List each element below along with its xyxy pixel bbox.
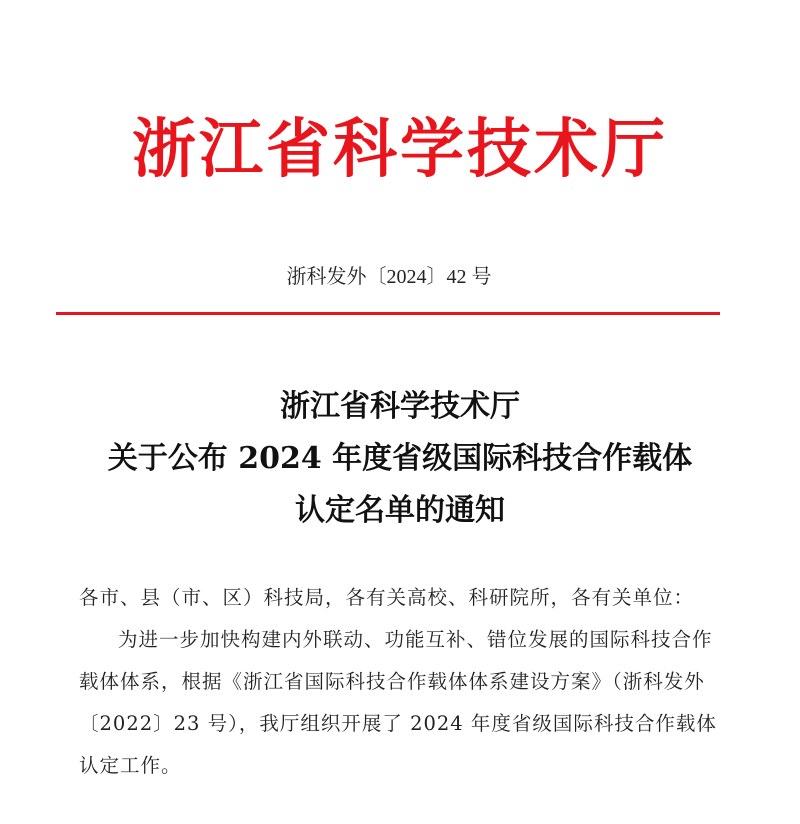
body-paragraph: 为进一步加快构建内外联动、功能互补、错位发展的国际科技合作载体体系，根据《浙江省国际科技合作载体体系建设方案》（浙科发外〔2022〕23 号），我厅组织开展了 2024 年度省级国际科技合作载体认定工作。 — [79, 628, 717, 777]
document-number: 浙科发外〔2024〕42 号 — [286, 266, 492, 288]
letterhead-title: 浙江省科学技术厅 — [132, 112, 668, 187]
red-divider-line — [56, 312, 720, 315]
document-title — [0, 381, 800, 537]
document-title-line-3: 认定名单的通知 — [295, 493, 505, 528]
document-title-line-1: 浙江省科学技术厅 — [280, 389, 520, 424]
document-body — [79, 577, 719, 787]
salutation: 各市、县（市、区）科技局，各有关高校、科研院所，各有关单位： — [79, 586, 695, 609]
document-title-line-2: 关于公布 2024 年度省级国际科技合作载体 — [107, 441, 693, 476]
